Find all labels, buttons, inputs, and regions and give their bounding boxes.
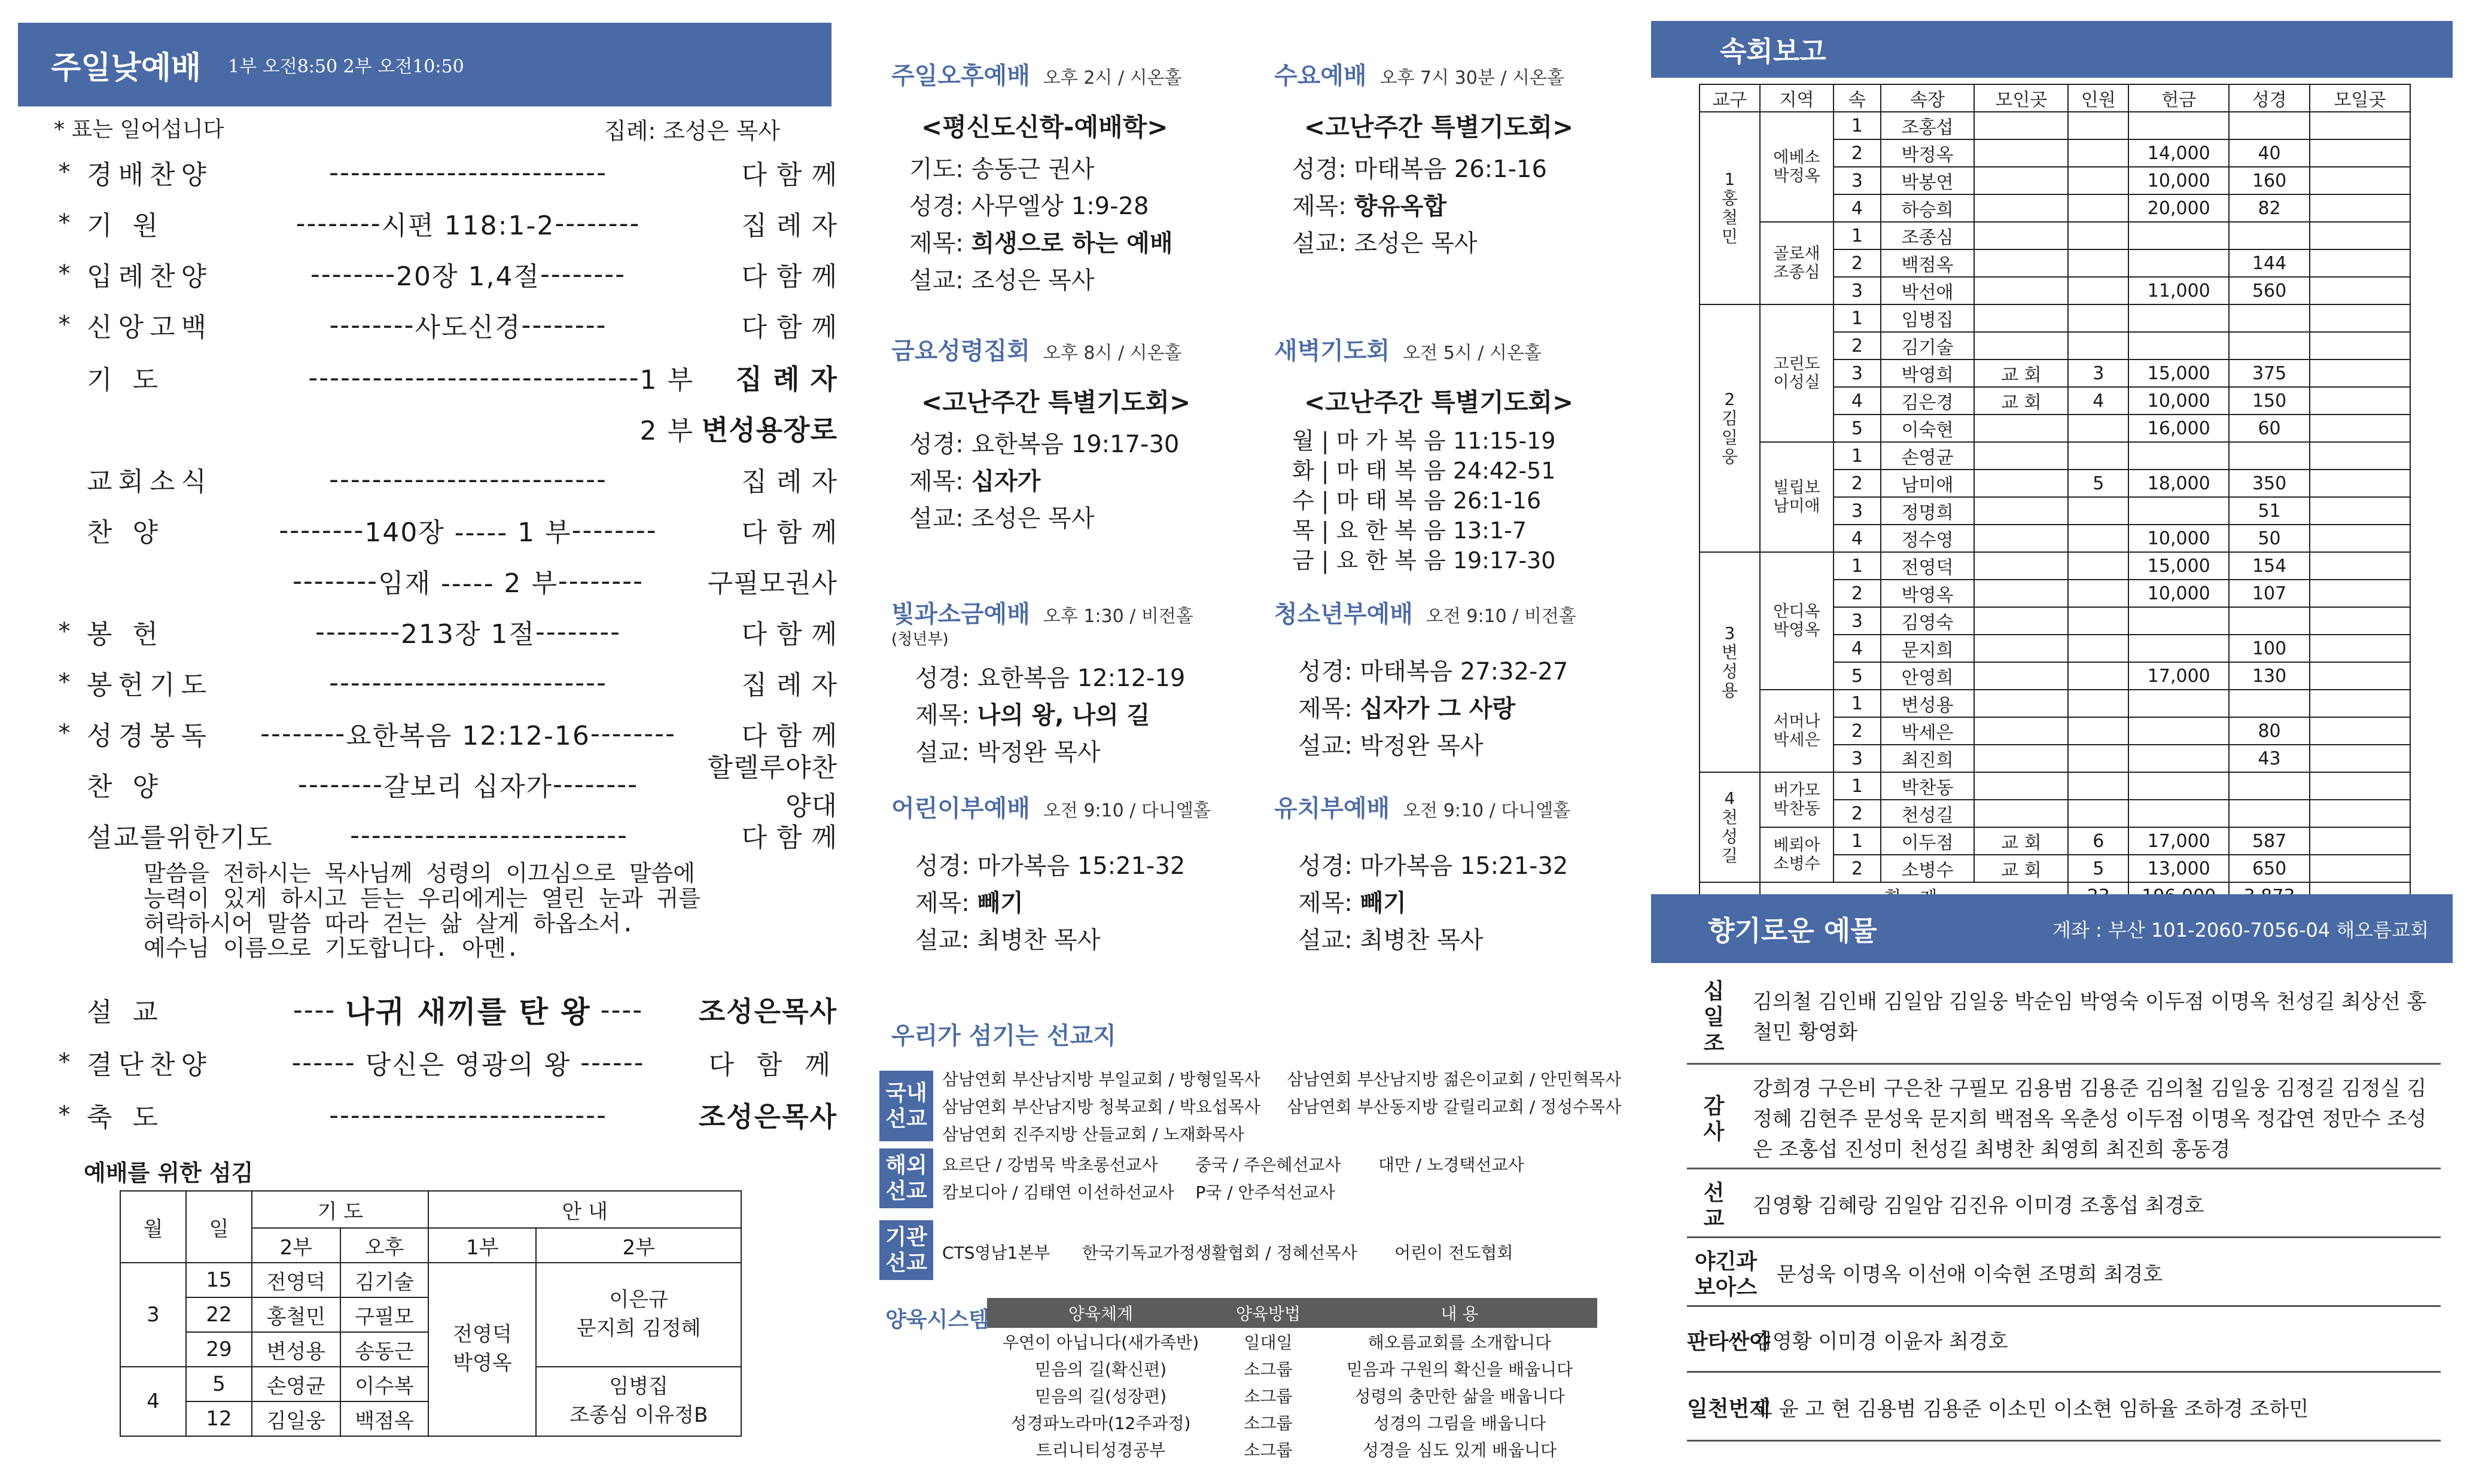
service-title: 금요성령집회 [891, 337, 1030, 365]
region-cell: 빌립보 남미애 [1760, 442, 1834, 552]
offering-type: 십 일 조 [1703, 979, 1725, 1056]
stand-marker: * [58, 669, 71, 696]
service-line: 제목: 십자가 [909, 468, 1041, 495]
cell-header-col: 속 [1834, 84, 1880, 112]
service-heading: <고난주간 특별기도회> [1304, 112, 1574, 142]
region-cell: 골로새 조종심 [1760, 222, 1834, 304]
order-name: 봉 헌 [87, 619, 164, 650]
cell-report-table [1699, 84, 2411, 910]
order-name: 성경봉독 [87, 721, 213, 751]
order-leader: 구필모권사 [707, 568, 837, 599]
service-line: 성경: 사무엘상 1:9-28 [909, 193, 1149, 220]
region-cell: 에베소 박정옥 [1760, 112, 1834, 222]
region-cell: 베뢰아 소병수 [1760, 827, 1834, 882]
service-block [891, 57, 1250, 299]
cell-row: 2 백점옥 144 [1700, 249, 2410, 277]
service-title: 청소년부예배 [1274, 601, 1413, 628]
stand-marker: * [58, 618, 71, 645]
order-sermon: 설 교 ---- 나귀 새끼를 탄 왕 ---- 조성은목사 [42, 990, 837, 1029]
stand-marker: * [58, 720, 71, 747]
cell-row: 2 박영옥 10,000 107 [1700, 580, 2410, 607]
service-line: 화 | 마 태 복 음 24:42-51 [1292, 458, 1556, 484]
service-title: 주일오후예배 [891, 62, 1030, 90]
order-item: 기 도 ------------------------------- 1 부 집 례 자 [42, 358, 837, 397]
service-note: (청년부) [891, 630, 949, 648]
cell-row: 베뢰아 소병수 1 이두점 교 회 6 17,000 587 [1700, 827, 2410, 855]
order-name: 기 원 [87, 211, 164, 241]
stand-marker: * [58, 311, 71, 339]
service-block [891, 595, 1250, 771]
service-line: 제목: 나의 왕, 나의 길 [915, 702, 1150, 729]
order-leader: 다 함 께 [741, 619, 837, 650]
offering-type: 선 교 [1703, 1180, 1725, 1231]
serving-title: 예배를 위한 섬김 [84, 1160, 254, 1186]
offering-names: 고 윤 고 현 김용범 김용준 이소민 이소현 임하율 조하경 조하민 [1753, 1397, 2309, 1421]
offering-header [1651, 894, 2453, 963]
order-detail: 140장 ----- 1 부 [364, 517, 572, 548]
service-line: 금 | 요 한 복 음 19:17-30 [1292, 547, 1556, 574]
overseas-label: 해외 선교 [879, 1148, 933, 1208]
service-time: 오전 9:10 / 다니엘홀 [1043, 800, 1211, 821]
service-block [1274, 595, 1633, 764]
cell-header-col: 인원 [2068, 84, 2128, 112]
training-row: 믿음의 길(확신편) 소그룹 믿음과 구원의 확신을 배웁니다 [1034, 1359, 1573, 1379]
serving-table: 월 일 기 도 안 내 2부 오후 1부 2부 3 15 전영덕 김기술 전영덕 박영옥 이은규 문지희 김정혜 22 홍철민 구필모 29 변성용 송동근 4 5 손영균 이수복 임병집 조종심 이유정B 12 김일웅 백점옥 [120, 1190, 742, 1437]
offering-type: 감 사 [1703, 1093, 1725, 1144]
order-item [42, 409, 837, 448]
service-title: 새벽기도회 [1274, 337, 1390, 365]
worship-header [18, 23, 832, 106]
order-detail: 사도신경 [415, 312, 522, 343]
cell-row: 3 변 성 용 안디옥 박영옥 1 전영덕 15,000 154 [1700, 552, 2410, 580]
cell-row: 2 소병수 교 회 5 13,000 650 [1700, 855, 2410, 882]
service-line: 성경: 요한복음 19:17-30 [909, 431, 1180, 458]
service-line: 설교: 최병찬 목사 [1298, 927, 1484, 954]
order-item: * 기 원 -------- 시편 118:1-2 -------- 집 례 자 [42, 203, 837, 243]
order-leader: 할렐루야찬양대 [707, 752, 837, 821]
cell-header-col: 지역 [1760, 84, 1834, 112]
order-name: 설교를위한기도 [87, 822, 273, 853]
order-leader: 다 함 께 [741, 517, 837, 548]
service-block [1274, 790, 1633, 959]
offering-row [1687, 1379, 2441, 1442]
cell-row: 골로새 조종심 1 조종심 [1700, 222, 2410, 249]
training-table: 양육체계 양육방법 내 용 우연이 아닙니다(새가족반) 일대일 해오름교회를 소개합니다 믿음의 길(확신편) 소그룹 믿음과 구원의 확신을 배웁니다 믿음의 길(성장편) 소그룹 성령의 충만한 삶을 배웁니다 성경파노라마(12주과정) 소그룹 성경의 그림을 배웁니다 트리니티성경공부 소그룹 성경을 심도 있게 배웁니다 [987, 1298, 1597, 1462]
domestic-text: 삼남연회 부산남지방 부일교회 / 방형일목사 삼남연회 부산남지방 젊은이교회 / 안민혁목사 삼남연회 부산남지방 청북교회 / 박요섭목사 삼남연회 부산동지방 갈릴리교회 / 정성수목사 삼남연회 진주지방 산들교회 / 노재화목사 [942, 1069, 1622, 1145]
service-title: 빛과소금예배 [891, 601, 1030, 628]
service-line: 제목: 빼기 [915, 889, 1024, 917]
region-cell: 버가모 박찬동 [1760, 772, 1834, 827]
domestic-label: 국내 선교 [879, 1071, 933, 1141]
cell-header-col: 속장 [1881, 84, 1975, 112]
service-heading: <평신도신학-예배학> [921, 112, 1168, 142]
cell-row: 4 천 성 길 버가모 박찬동 1 박찬동 [1700, 772, 2410, 800]
cell-row: 3 정명희 51 [1700, 497, 2410, 525]
district-cell: 4 천 성 길 [1700, 772, 1760, 882]
order-detail: 20장 1,4절 [396, 261, 540, 292]
service-title: 유치부예배 [1274, 795, 1390, 822]
service-time: 오전 5시 / 시온홀 [1403, 343, 1542, 364]
order-name: 신앙고백 [87, 312, 213, 343]
order-detail: 임재 ----- 2 부 [378, 568, 558, 599]
column-services [867, 0, 1622, 1484]
service-line: 설교: 박정완 목사 [1298, 732, 1484, 760]
service-line: 제목: 빼기 [1298, 889, 1406, 917]
missions-title: 우리가 섬기는 선교지 [891, 1022, 1116, 1050]
order-detail: 시편 118:1-2 [381, 211, 555, 241]
stand-marker: * [58, 159, 71, 186]
offering-names: 김의철 김인배 김일암 김일웅 박순임 박영숙 이두점 이명옥 천성길 최상선 홍철민 황영화 [1753, 990, 2427, 1044]
district-cell: 1 홍 철 민 [1700, 112, 1760, 304]
offering-title: 향기로운 예물 [1708, 914, 1877, 947]
service-line: 성경: 마태복음 26:1-16 [1292, 156, 1547, 183]
order-item: -------- 임재 ----- 2 부 -------- 구필모권사 [42, 561, 837, 601]
cell-header [1651, 21, 2453, 78]
cell-row: 3 최진희 43 [1700, 745, 2410, 772]
service-line: 제목: 희생으로 하는 예배 [909, 230, 1173, 257]
cell-row: 3 김영숙 [1700, 607, 2410, 635]
order-leader: 집 례 자 [741, 670, 837, 700]
sermon-title: 나귀 새끼를 탄 왕 [345, 995, 591, 1029]
offering-type: 판타싼야 [1687, 1329, 1771, 1354]
offering-row [1687, 1175, 2441, 1238]
service-time: 오전 9:10 / 다니엘홀 [1403, 800, 1571, 821]
prayer-text: 말씀을 전하시는 목사님께 성령의 이끄심으로 말씀에 능력이 있게 하시고 듣는 우리에게는 열린 눈과 귀를 허락하시어 말씀 따라 걷는 삶 살게 하옵소서. 예수님 이름으로 기도합니다. 아멘. [144, 860, 701, 962]
training-row: 트리니티성경공부 소그룹 성경을 심도 있게 배웁니다 [1036, 1440, 1557, 1460]
order-name: 봉헌기도 [87, 670, 213, 700]
cell-row: 2 박세은 80 [1700, 717, 2410, 745]
cell-header-col: 교구 [1700, 84, 1760, 112]
offering-names: 문성욱 이명옥 이선애 이숙현 조명희 최경호 [1777, 1262, 2163, 1287]
service-line: 설교: 조성은 목사 [1292, 230, 1478, 257]
cell-row: 4 문지희 100 [1700, 635, 2410, 662]
service-line: 기도: 송동근 권사 [909, 156, 1095, 183]
order-item: * 봉헌기도 -------------------------- 집 례 자 [42, 663, 837, 702]
cell-row: 서머나 박세은 1 변성용 [1700, 690, 2410, 717]
order-detail: 갈보리 십자가 [383, 772, 553, 802]
service-time: 오후 7시 30분 / 시온홀 [1379, 68, 1564, 89]
order-name: 기 도 [87, 365, 164, 395]
service-line: 성경: 마가복음 15:21-32 [915, 852, 1186, 880]
cell-row: 2 남미애 5 18,000 350 [1700, 470, 2410, 497]
offering-row [1687, 972, 2441, 1065]
order-closing: * 결단찬양 ------ 당신은 영광의 왕 ------ 다 함 께 [58, 1047, 837, 1080]
region-cell: 고린도 이성실 [1760, 304, 1834, 442]
overseas-text: 요르단 / 강범묵 박초롱선교사 중국 / 주은혜선교사 대만 / 노경택선교사 캄보디아 / 김태연 이선하선교사 P국 / 안주석선교사 [942, 1155, 1524, 1203]
offering-type: 야긴과 보아스 [1694, 1249, 1758, 1300]
cell-row: 5 이숙현 16,000 60 [1700, 415, 2410, 442]
cell-header-col: 모인곳 [1974, 84, 2068, 112]
cell-header-col: 모일곳 [2310, 84, 2410, 112]
order-item: 찬 양 -------- 140장 ----- 1 부 -------- 다 함 께 [42, 510, 837, 550]
service-line: 설교: 조성은 목사 [909, 267, 1095, 294]
cell-header-col: 성경 [2229, 84, 2309, 112]
order-leader: 다 함 께 [741, 312, 837, 343]
offering-row [1687, 1071, 2441, 1169]
cell-row: 3 박선애 11,000 560 [1700, 277, 2410, 304]
order-leader: 변성용장로 [701, 414, 837, 446]
order-item: * 입례찬양 -------- 20장 1,4절 -------- 다 함 께 [42, 254, 837, 294]
cell-row: 1 홍 철 민 에베소 박정옥 1 조홍섭 [1700, 112, 2410, 139]
training-row: 성경파노라마(12주과정) 소그룹 성경의 그림을 배웁니다 [1010, 1413, 1546, 1433]
training-row: 우연이 아닙니다(새가족반) 일대일 해오름교회를 소개합니다 [1002, 1332, 1552, 1352]
service-line: 수 | 마 태 복 음 26:1-16 [1292, 487, 1542, 514]
cell-row: 5 안영희 17,000 130 [1700, 662, 2410, 690]
order-leader: 집 례 자 [741, 211, 837, 241]
service-line: 제목: 향유옥합 [1292, 193, 1447, 220]
service-line: 목 | 요 한 복 음 13:1-7 [1292, 517, 1527, 544]
service-line: 성경: 마가복음 15:21-32 [1298, 852, 1569, 880]
order-name: 교회소식 [87, 467, 213, 497]
order-item: * 봉 헌 -------- 213장 1절 -------- 다 함 께 [42, 612, 837, 651]
order-item: 설교를위한기도 -------------------------- 다 함 께 [42, 815, 837, 855]
cell-row: 4 정수영 10,000 50 [1700, 525, 2410, 552]
service-line: 설교: 박정완 목사 [915, 739, 1101, 766]
cell-row: 3 박봉연 10,000 160 [1700, 167, 2410, 194]
cell-row: 4 하승희 20,000 82 [1700, 194, 2410, 222]
order-detail: 213장 1절 [401, 619, 535, 650]
service-time: 오후 1:30 / 비전홀 [1043, 606, 1193, 627]
stand-marker: * [58, 260, 71, 288]
order-name: 찬 양 [87, 517, 164, 548]
cell-row: 2 김기술 [1700, 332, 2410, 359]
column-reports [1651, 0, 2473, 1484]
order-name: 입례찬양 [87, 261, 213, 292]
cell-row: 2 박정옥 14,000 40 [1700, 139, 2410, 167]
offering-names: 김영황 이미경 이윤자 최경호 [1753, 1330, 2008, 1354]
order-name: 경배찬양 [87, 160, 213, 190]
offering-row [1687, 1244, 2441, 1307]
service-heading: <고난주간 특별기도회> [1304, 388, 1574, 417]
order-item: 교회소식 -------------------------- 집 례 자 [42, 459, 837, 499]
order-detail: 요한복음 12:12-16 [346, 721, 590, 751]
service-line: 제목: 십자가 그 사랑 [1298, 695, 1516, 723]
order-item: * 경배찬양 -------------------------- 다 함 께 [42, 153, 837, 192]
order-detail: 1 부 [639, 365, 694, 395]
stand-marker: * [58, 209, 71, 237]
column-worship [0, 0, 837, 1484]
offering-names: 김영황 김혜랑 김일암 김진유 이미경 조홍섭 최경호 [1753, 1193, 2204, 1218]
service-line: 설교: 조성은 목사 [909, 505, 1095, 532]
service-block [1274, 332, 1633, 575]
cell-row: 4 김은경 교 회 4 10,000 150 [1700, 387, 2410, 415]
cell-row: 빌립보 남미애 1 손영균 [1700, 442, 2410, 470]
service-block [891, 790, 1250, 959]
order-detail: 2 부 [639, 416, 694, 446]
offering-row [1687, 1313, 2441, 1373]
district-cell: 2 김 일 웅 [1700, 304, 1760, 552]
worship-title: 주일낮예배 [51, 50, 202, 86]
service-block [1274, 57, 1633, 262]
region-cell: 안디옥 박영옥 [1760, 552, 1834, 690]
cell-row: 2 김 일 웅 고린도 이성실 1 임병집 [1700, 304, 2410, 332]
service-line: 성경: 요한복음 12:12-19 [915, 665, 1186, 692]
training-row: 믿음의 길(성장편) 소그룹 성령의 충만한 삶을 배웁니다 [1034, 1386, 1565, 1406]
order-leader: 다 함 께 [741, 822, 837, 853]
cell-row: 2 천성길 [1700, 800, 2410, 827]
service-line: 월 | 마 가 복 음 11:15-19 [1292, 428, 1556, 454]
cell-title: 속회보고 [1720, 35, 1826, 68]
order-name: 찬 양 [87, 772, 164, 802]
service-title: 수요예배 [1274, 62, 1367, 90]
order-leader: 다 함 께 [741, 721, 837, 751]
offering-names: 강희경 구은비 구은찬 구필모 김용범 김용준 김의철 김일웅 김정길 김정실 김정혜 김현주 문성욱 문지희 백점옥 옥춘성 이두점 이명옥 정갑연 정만수 조성은 조홍섭 진성미 천성길 최병찬 최영희 최진희 홍동경 [1753, 1076, 2427, 1162]
region-cell: 서머나 박세은 [1760, 690, 1834, 772]
order-item: 찬 양 -------- 갈보리 십자가 -------- 할렐루야찬양대 [42, 764, 837, 804]
order-leader: 집 례 자 [741, 467, 837, 497]
presider: 집례: 조성은 목사 [604, 118, 780, 144]
training-title: 양육시스템 [885, 1308, 989, 1332]
offering-type: 일천번제 [1687, 1397, 1771, 1422]
org-text: CTS영남1본부 한국기독교가정생활협회 / 정혜선목사 어린이 전도협회 [942, 1243, 1513, 1263]
service-time: 오후 8시 / 시온홀 [1043, 343, 1182, 364]
order-leader: 다 함 께 [741, 160, 837, 190]
order-blessing: * 축 도 -------------------------- 조성은목사 [58, 1099, 837, 1133]
org-label: 기관 선교 [879, 1220, 933, 1280]
standing-note: * 표는 일어섭니다 [54, 117, 224, 142]
offering-account: 계좌 : 부산 101-2060-7056-04 해오름교회 [2052, 918, 2429, 941]
district-cell: 3 변 성 용 [1700, 552, 1760, 772]
service-heading: <고난주간 특별기도회> [921, 388, 1191, 417]
worship-times: 1부 오전8:50 2부 오전10:50 [228, 56, 464, 77]
service-time: 오전 9:10 / 비전홀 [1426, 606, 1576, 627]
service-time: 오후 2시 / 시온홀 [1043, 68, 1182, 89]
order-item: * 신앙고백 -------- 사도신경 -------- 다 함 께 [42, 305, 837, 345]
service-title: 어린이부예배 [891, 795, 1030, 822]
order-leader: 집 례 자 [735, 363, 837, 395]
cell-header-col: 헌금 [2128, 84, 2229, 112]
service-block [891, 332, 1250, 537]
service-line: 설교: 최병찬 목사 [915, 927, 1101, 954]
order-leader: 다 함 께 [741, 261, 837, 292]
order-item: * 성경봉독 -------- 요한복음 12:12-16 -------- 다 함 께 [42, 714, 837, 753]
service-line: 성경: 마태복음 27:32-27 [1298, 658, 1569, 685]
cell-row: 3 박영희 교 회 3 15,000 375 [1700, 359, 2410, 387]
